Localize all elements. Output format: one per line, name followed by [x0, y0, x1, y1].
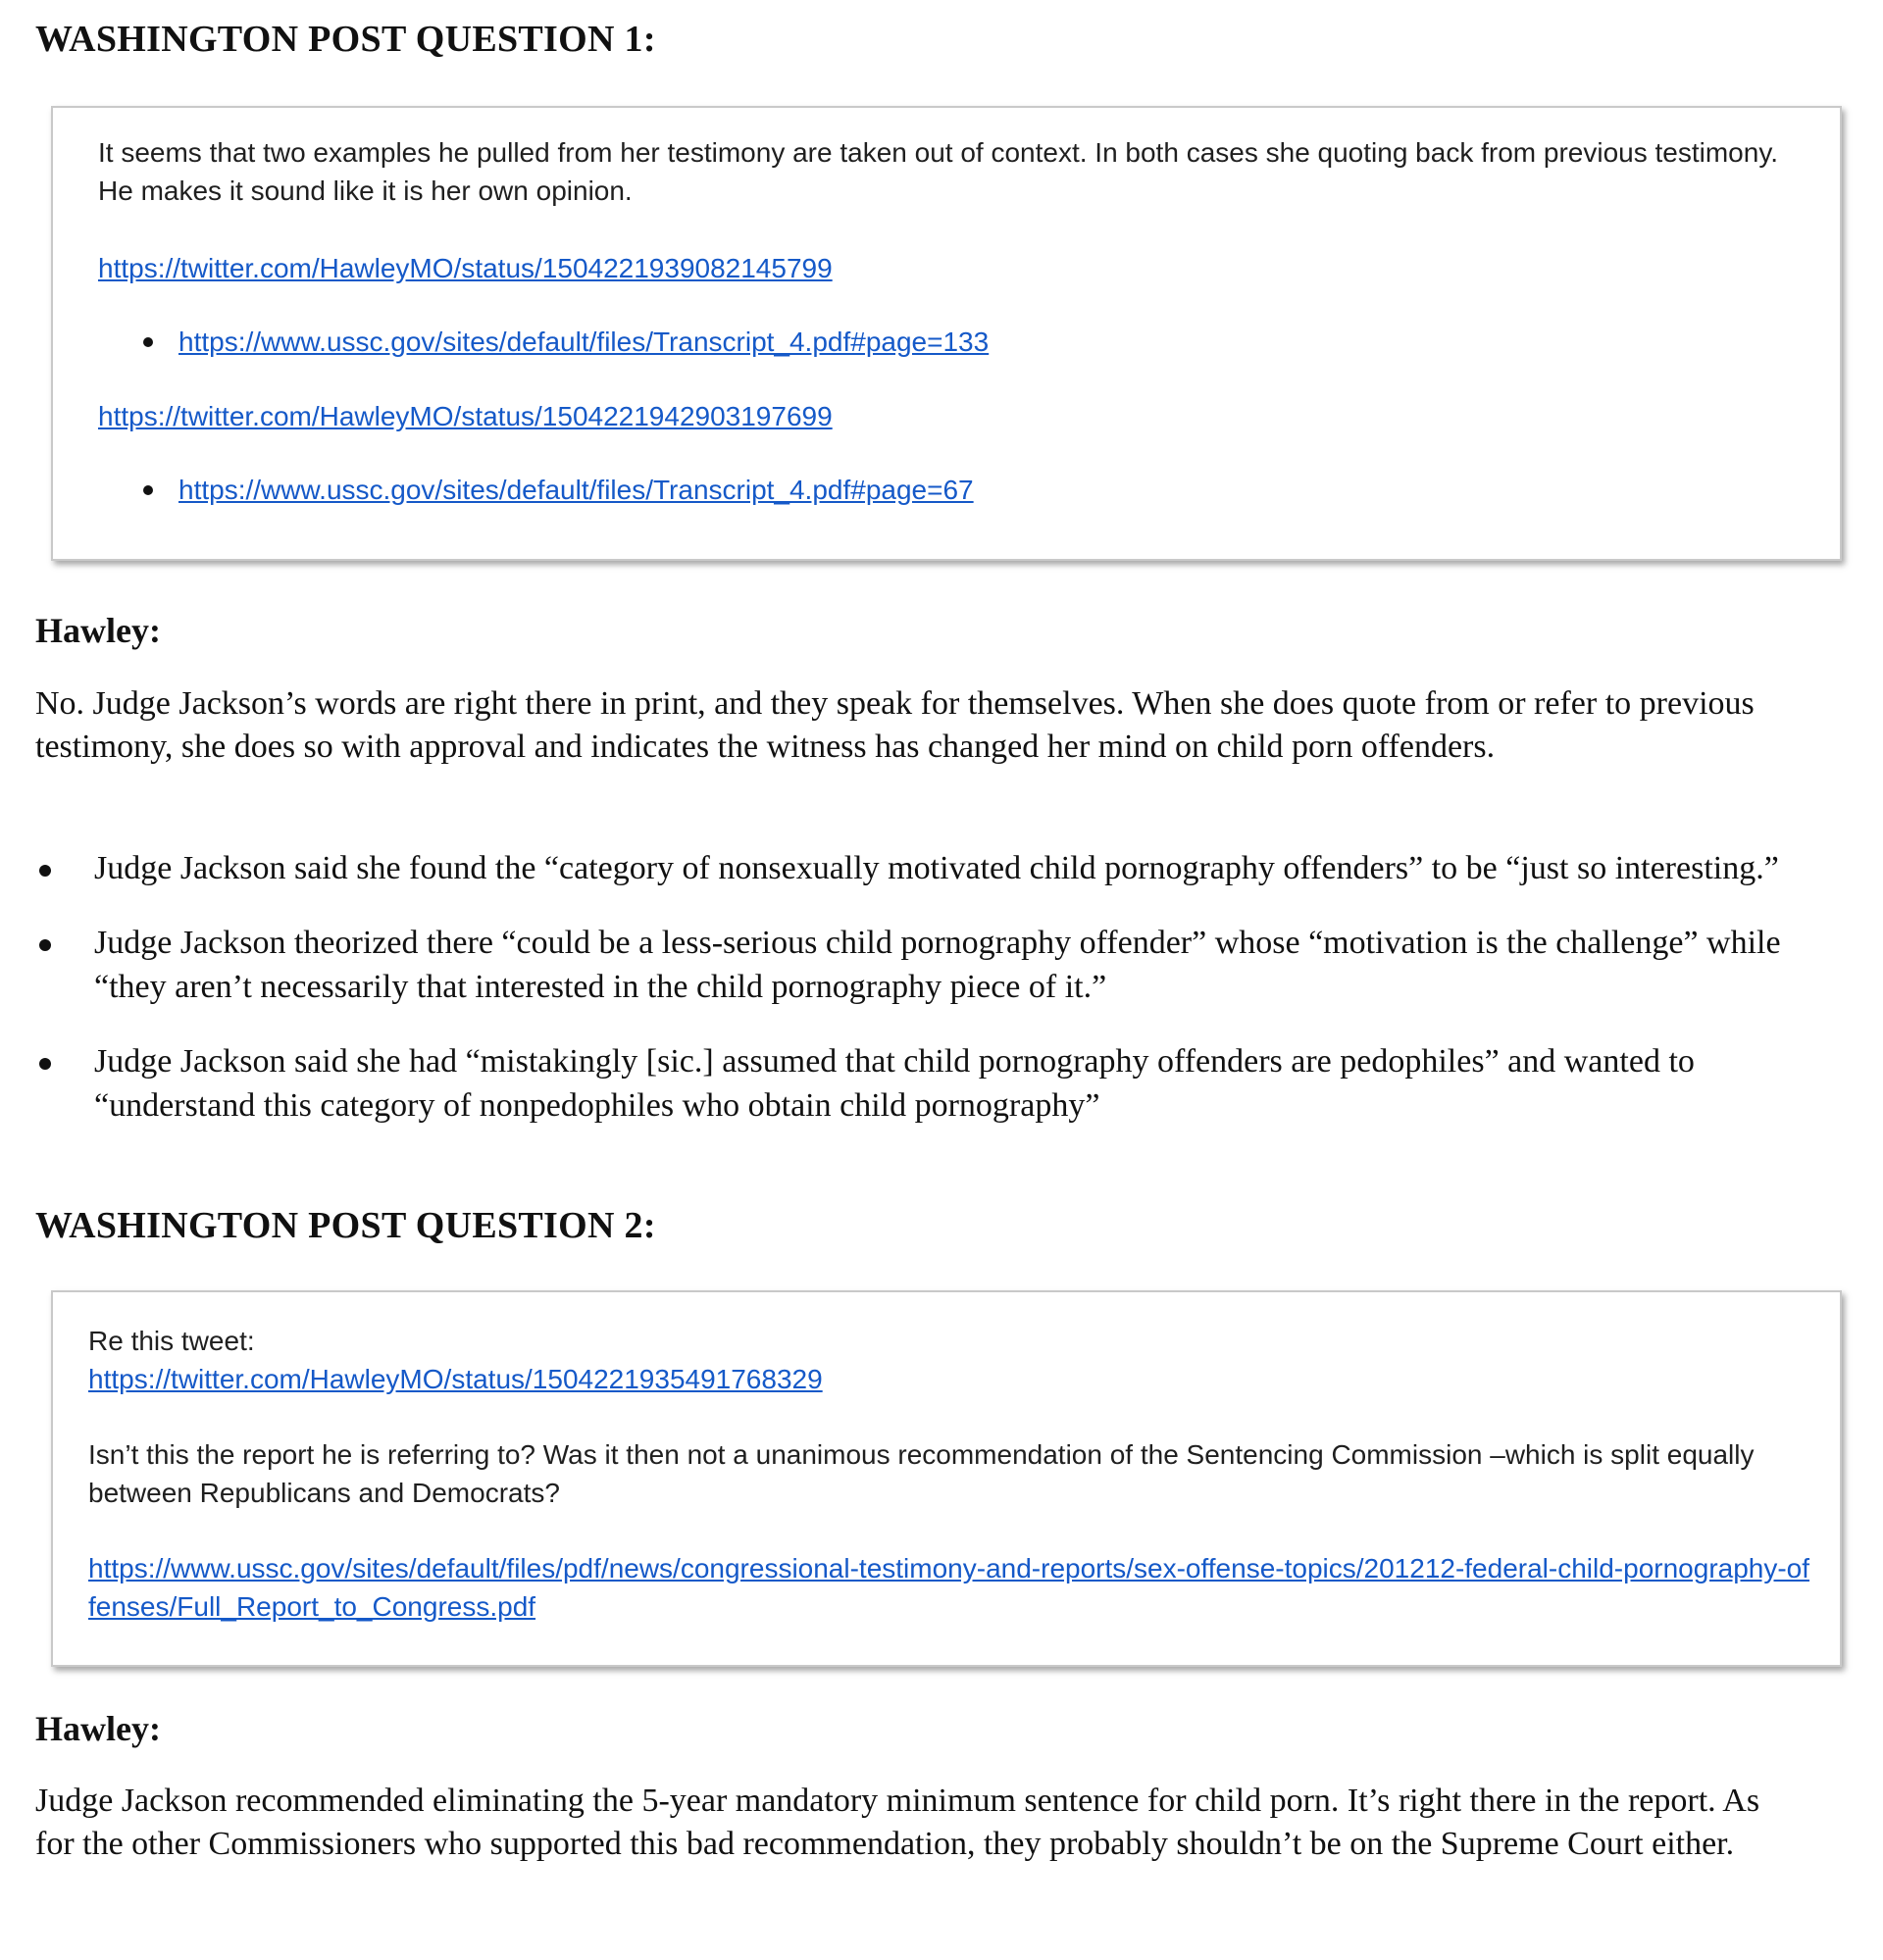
question-1-email-box — [51, 106, 1842, 561]
question-1-sublink-1-item — [143, 327, 1810, 358]
question-2-report-link[interactable]: https://www.ussc.gov/sites/default/files/pdf/news/congressional-testimony-and-reports/sex-offense-topics/201212-federal-child-pornography-offenses/Full_Report_to_Congress.pdf — [88, 1553, 1810, 1622]
question-1-response-text: No. Judge Jackson’s words are right there in print, and they speak for themselves. When she does quote from or refer to previous testimony, she does so with approval and indicates the witness has changed her mind on child porn offenders. — [35, 685, 1755, 765]
question-1-email-text: It seems that two examples he pulled from her testimony are taken out of context. In both cases she quoting back from previous testimony. He makes it sound like it is her own opinion. — [98, 137, 1779, 206]
question-1-transcript-link-1[interactable]: https://www.ussc.gov/sites/default/files/Transcript_4.pdf#page=133 — [178, 327, 990, 357]
response-bullet-item — [35, 846, 1810, 890]
question-1-transcript-link-2[interactable]: https://www.ussc.gov/sites/default/files/Transcript_4.pdf#page=67 — [178, 475, 974, 505]
response-bullet-text: Judge Jackson said she found the “category of nonsexually motivated child pornography offenders” to be “just so interesting.” — [94, 850, 1779, 886]
question-2-email-box — [51, 1290, 1842, 1667]
bullet-dot-icon — [143, 337, 153, 347]
response-bullet-text: Judge Jackson said she had “mistakingly [sic.] assumed that child pornography offenders are pedophiles” and wanted to “understand this category of nonpedophiles who obtain child pornography” — [94, 1043, 1695, 1124]
bullet-dot-icon — [143, 485, 153, 495]
question-1-tweet-link-2[interactable]: https://twitter.com/HawleyMO/status/1504221942903197699 — [98, 401, 833, 431]
question-1-response-bullets — [35, 846, 1810, 1128]
question-2-response-text: Judge Jackson recommended eliminating the 5-year mandatory minimum sentence for child porn. It’s right there in the report. As for the other Commissioners who supported this bad recommendation, they probably shouldn’t be on the Supreme Court either. — [35, 1783, 1760, 1862]
question-1-tweet-link-1[interactable]: https://twitter.com/HawleyMO/status/1504221939082145799 — [98, 253, 833, 283]
bullet-dot-icon — [39, 865, 51, 877]
question-2-re-label: Re this tweet: — [88, 1326, 255, 1356]
question-2-heading: WASHINGTON POST QUESTION 2: — [35, 1205, 656, 1246]
response-bullet-item — [35, 921, 1810, 1009]
question-2-tweet-link[interactable]: https://twitter.com/HawleyMO/status/1504221935491768329 — [88, 1364, 823, 1394]
question-1-speaker-label: Hawley: — [35, 611, 161, 650]
question-2-speaker-label: Hawley: — [35, 1709, 161, 1748]
question-1-heading: WASHINGTON POST QUESTION 1: — [35, 19, 656, 60]
response-bullet-text: Judge Jackson theorized there “could be a less-serious child pornography offender” whose “motivation is the challenge” while “they aren’t necessarily that interested in the child pornography piece of it.” — [94, 925, 1781, 1005]
response-bullet-item — [35, 1039, 1810, 1128]
bullet-dot-icon — [39, 1058, 51, 1070]
bullet-dot-icon — [39, 939, 51, 951]
question-2-email-text: Isn’t this the report he is referring to? Was it then not a unanimous recommendation of the Sentencing Commission –which is split equally between Republicans and Democrats? — [88, 1439, 1755, 1508]
question-1-sublink-2-item — [143, 475, 1810, 506]
